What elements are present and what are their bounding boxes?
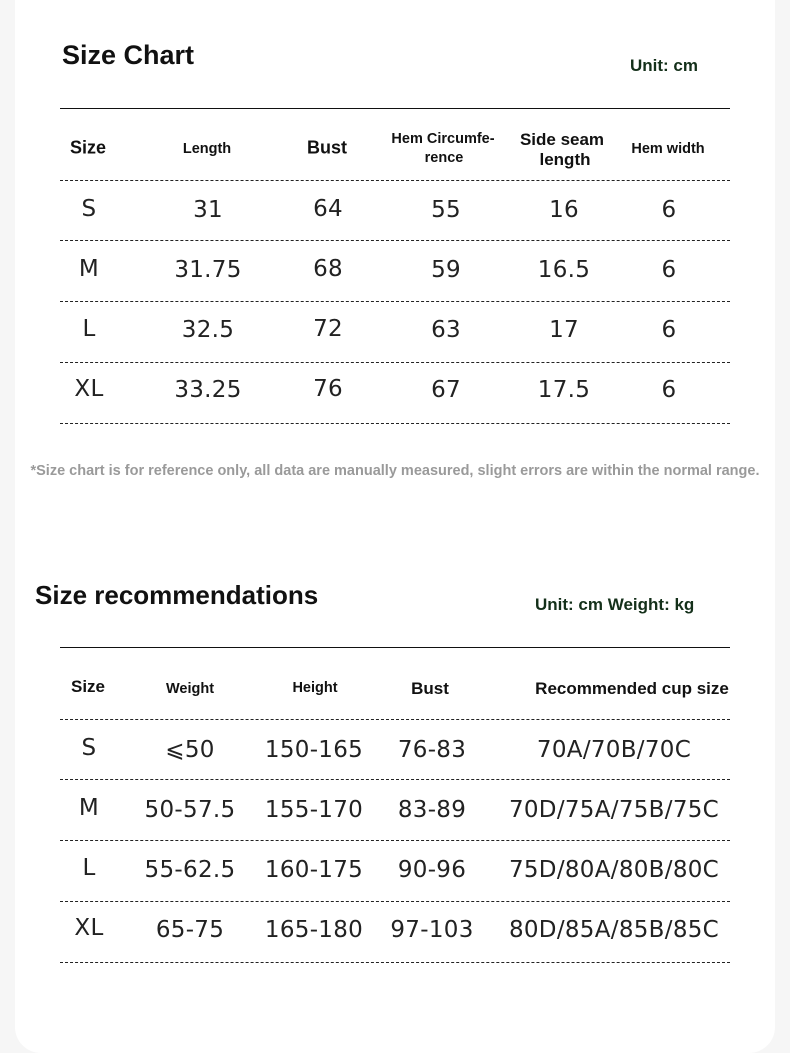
size-recommendations-divider [60, 840, 730, 841]
header-size: Size [70, 677, 106, 696]
size-recommendations-bottom-rule [60, 962, 730, 963]
cell-weight: 55-62.5 [144, 857, 236, 883]
cell-height: 165-180 [264, 917, 364, 943]
cell-bust: 83-89 [397, 797, 467, 823]
cell-cup-size: 80D/85A/85B/85C [508, 917, 720, 943]
header-hem-circumference-line1: Hem Circumfe- [391, 131, 495, 147]
cell-length: 31.75 [174, 257, 242, 283]
cell-hem-width: 6 [661, 197, 677, 223]
cell-length: 31 [193, 197, 223, 223]
cell-hem-width: 6 [661, 317, 677, 343]
cell-hem-circumference: 67 [431, 377, 461, 403]
cell-size: XL [74, 376, 104, 402]
cell-cup-size: 70A/70B/70C [536, 737, 692, 763]
cell-size: M [78, 256, 100, 282]
cell-height: 150-165 [264, 737, 364, 763]
cell-size: L [82, 855, 96, 881]
cell-size: M [78, 795, 100, 821]
cell-side-seam: 16 [549, 197, 579, 223]
header-side-seam-line1: Side seam [519, 130, 605, 149]
header-weight: Weight [165, 681, 215, 697]
cell-size: S [81, 196, 97, 222]
cell-size: S [81, 735, 97, 761]
size-recommendations-title: Size recommendations [35, 580, 319, 610]
size-recommendations-divider [60, 719, 730, 720]
cell-cup-size: 75D/80A/80B/80C [508, 857, 720, 883]
cell-hem-circumference: 55 [431, 197, 461, 223]
size-chart-disclaimer: *Size chart is for reference only, all data are manually measured, slight errors are within the normal range. [30, 463, 760, 479]
header-bust: Bust [307, 137, 347, 158]
cell-bust: 97-103 [390, 917, 474, 943]
cell-bust: 72 [313, 316, 343, 342]
cell-hem-width: 6 [661, 257, 677, 283]
size-chart-divider [60, 180, 730, 181]
header-side-seam-line2: length [539, 150, 591, 169]
size-chart-title: Size Chart [62, 40, 195, 70]
cell-size: L [82, 316, 96, 342]
size-chart-divider [60, 240, 730, 241]
cell-side-seam: 17 [549, 317, 579, 343]
cell-height: 155-170 [264, 797, 364, 823]
cell-side-seam: 17.5 [537, 377, 591, 403]
header-size: Size [69, 137, 107, 158]
cell-bust: 68 [313, 256, 343, 282]
size-info-card [15, 0, 775, 1053]
size-chart-top-rule [60, 108, 730, 109]
header-bust: Bust [411, 679, 449, 698]
cell-cup-size: 70D/75A/75B/75C [508, 797, 720, 823]
header-hem-circumference-line2: rence [424, 150, 464, 166]
header-hem-width: Hem width [631, 141, 705, 157]
size-recommendations-top-rule [60, 647, 730, 648]
cell-weight: 65-75 [155, 917, 225, 943]
size-chart-unit: Unit: cm [630, 56, 698, 75]
cell-weight: ⩽50 [165, 737, 215, 763]
cell-hem-circumference: 59 [431, 257, 461, 283]
header-recommended-cup-size: Recommended cup size [535, 679, 729, 698]
cell-height: 160-175 [264, 857, 364, 883]
size-recommendations-unit: Unit: cm Weight: kg [535, 595, 695, 614]
size-chart-divider [60, 362, 730, 363]
cell-bust: 64 [313, 196, 343, 222]
size-chart-bottom-rule [60, 423, 730, 424]
cell-size: XL [74, 915, 104, 941]
cell-length: 32.5 [181, 317, 235, 343]
size-recommendations-divider [60, 779, 730, 780]
header-length: Length [182, 141, 232, 157]
cell-hem-circumference: 63 [431, 317, 461, 343]
cell-bust: 90-96 [397, 857, 467, 883]
size-chart-divider [60, 301, 730, 302]
cell-weight: 50-57.5 [144, 797, 236, 823]
cell-bust: 76 [313, 376, 343, 402]
cell-length: 33.25 [174, 377, 242, 403]
header-height: Height [292, 680, 338, 696]
cell-bust: 76-83 [397, 737, 467, 763]
cell-hem-width: 6 [661, 377, 677, 403]
size-recommendations-divider [60, 901, 730, 902]
cell-side-seam: 16.5 [537, 257, 591, 283]
